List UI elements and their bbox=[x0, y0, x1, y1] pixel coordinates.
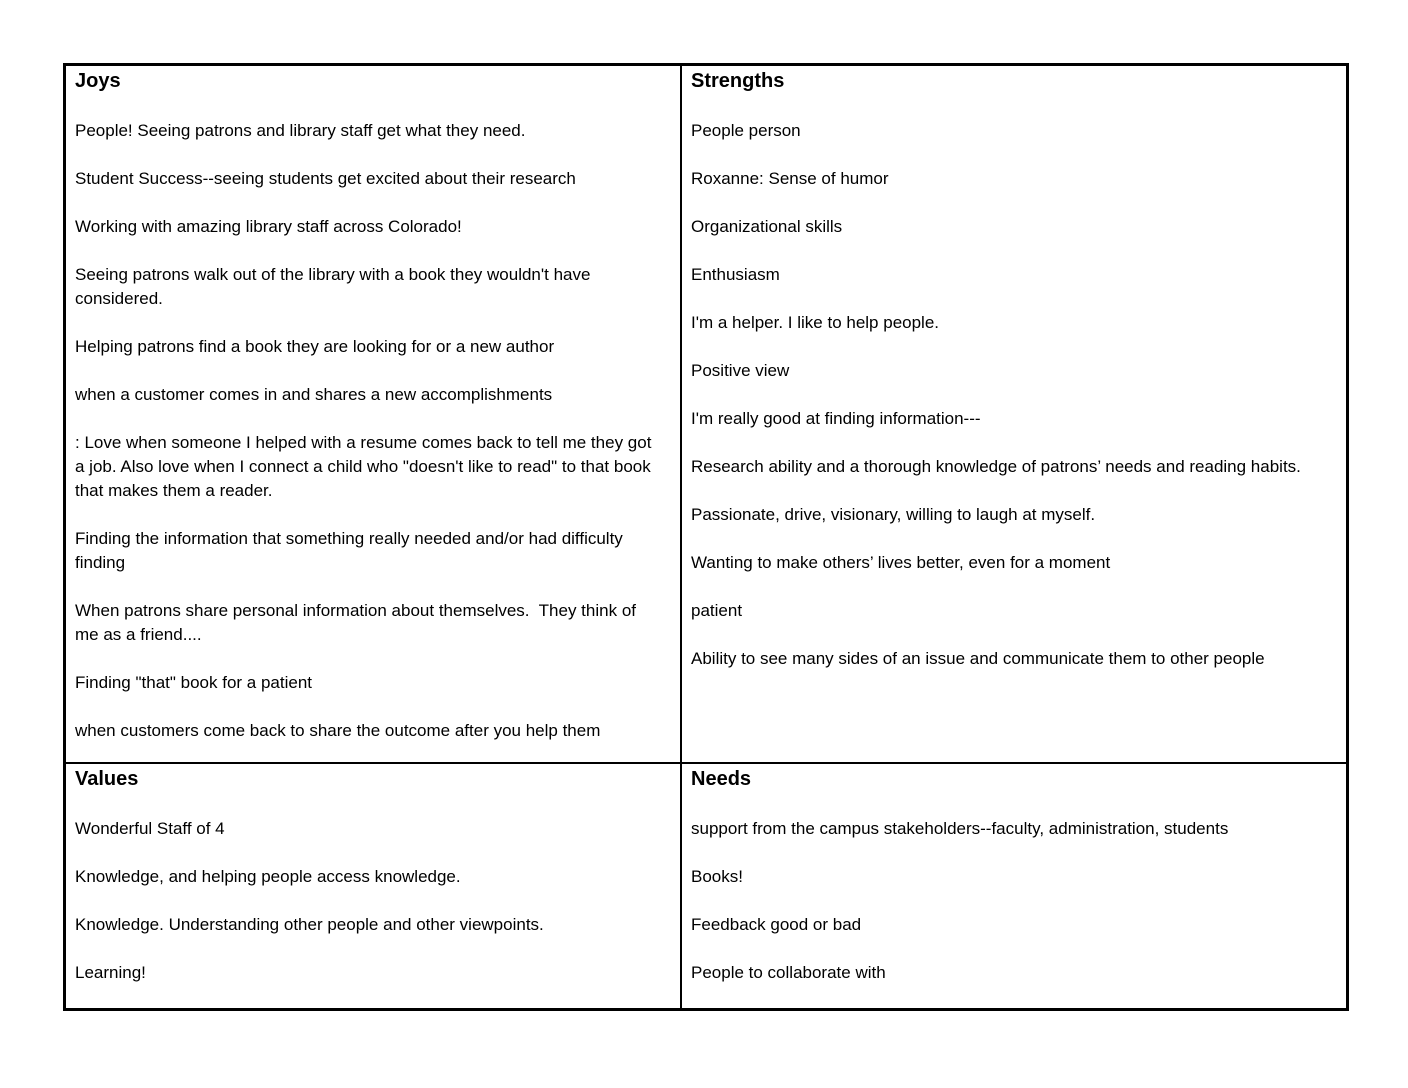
values-item: Knowledge. Understanding other people and other viewpoints. bbox=[75, 915, 544, 934]
values-items bbox=[75, 817, 664, 985]
strengths-item: Positive view bbox=[691, 361, 790, 380]
joys-item: Working with amazing library staff across Colorado! bbox=[75, 217, 462, 236]
strengths-items bbox=[691, 119, 1330, 671]
joys-title: Joys bbox=[75, 70, 121, 92]
needs-item: Feedback good or bad bbox=[691, 915, 862, 934]
values-item: Learning! bbox=[75, 963, 146, 982]
strengths-item: Wanting to make others’ lives better, even for a moment bbox=[691, 553, 1111, 572]
joys-items bbox=[75, 119, 664, 743]
strengths-title: Strengths bbox=[691, 70, 785, 92]
joys-item: When patrons share personal information about themselves. They think of me as a friend.... bbox=[75, 601, 641, 644]
joys-item: People! Seeing patrons and library staff get what they need. bbox=[75, 121, 526, 140]
strengths-cell bbox=[682, 66, 1346, 764]
values-cell bbox=[66, 764, 682, 1008]
values-item: Wonderful Staff of 4 bbox=[75, 819, 225, 838]
needs-item: support from the campus stakeholders--faculty, administration, students bbox=[691, 819, 1229, 838]
values-item: Knowledge, and helping people access knowledge. bbox=[75, 867, 461, 886]
strengths-item: patient bbox=[691, 601, 743, 620]
strengths-item: Ability to see many sides of an issue and communicate them to other people bbox=[691, 649, 1265, 668]
strengths-item: I'm a helper. I like to help people. bbox=[691, 313, 940, 332]
joys-item: Helping patrons find a book they are looking for or a new author bbox=[75, 337, 555, 356]
strengths-item: Passionate, drive, visionary, willing to laugh at myself. bbox=[691, 505, 1096, 524]
needs-items bbox=[691, 817, 1330, 985]
joys-item: when a customer comes in and shares a new accomplishments bbox=[75, 385, 553, 404]
strengths-item: I'm really good at finding information--- bbox=[691, 409, 981, 428]
joys-item: Finding the information that something really needed and/or had difficulty finding bbox=[75, 529, 628, 572]
strengths-item: Enthusiasm bbox=[691, 265, 780, 284]
strengths-item: Roxanne: Sense of humor bbox=[691, 169, 889, 188]
joys-item: when customers come back to share the outcome after you help them bbox=[75, 721, 601, 740]
needs-cell bbox=[682, 764, 1346, 1008]
strengths-item: People person bbox=[691, 121, 801, 140]
quadrant-table bbox=[63, 63, 1349, 1011]
needs-title: Needs bbox=[691, 768, 752, 790]
values-title: Values bbox=[75, 768, 139, 790]
joys-item: Finding "that" book for a patient bbox=[75, 673, 312, 692]
needs-item: People to collaborate with bbox=[691, 963, 886, 982]
joys-cell bbox=[66, 66, 682, 764]
joys-item: : Love when someone I helped with a resume comes back to tell me they got a job. Also love when I connect a child who "doesn't like to read" to that book that makes them a reader. bbox=[75, 433, 657, 500]
joys-item: Student Success--seeing students get excited about their research bbox=[75, 169, 576, 188]
strengths-item: Research ability and a thorough knowledge of patrons’ needs and reading habits. bbox=[691, 457, 1301, 476]
strengths-item: Organizational skills bbox=[691, 217, 843, 236]
joys-item: Seeing patrons walk out of the library with a book they wouldn't have considered. bbox=[75, 265, 596, 308]
needs-item: Books! bbox=[691, 867, 743, 886]
